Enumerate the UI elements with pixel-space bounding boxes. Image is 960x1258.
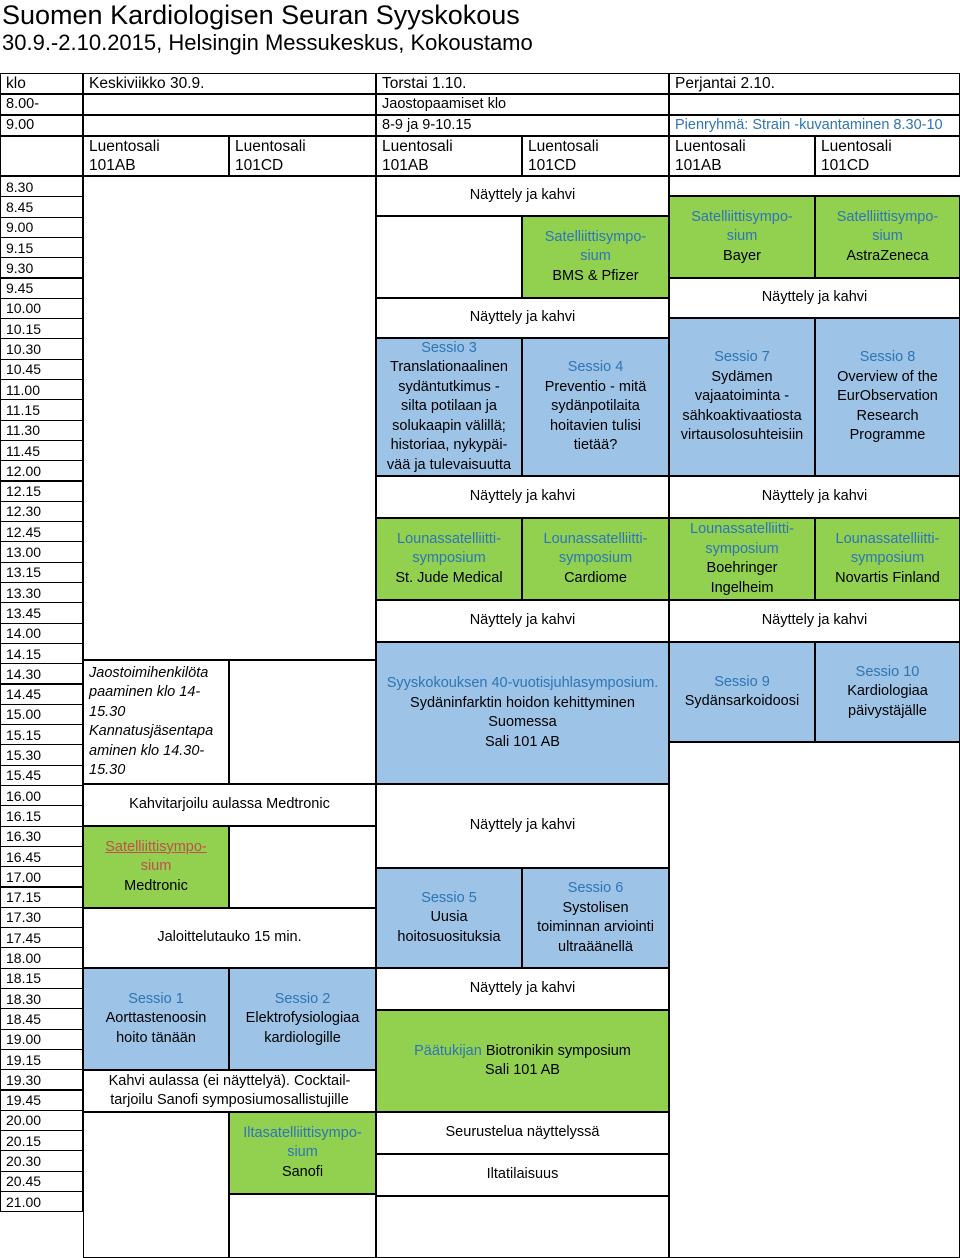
schedule-cell — [669, 196, 815, 278]
schedule-cell — [376, 73, 669, 94]
time-slot: 12.00 — [0, 460, 83, 481]
cell-text-line: Preventio - mitä — [544, 378, 647, 395]
cell-text-line: Päätukijan Biotronikin symposium — [414, 1042, 631, 1059]
cell-text-line: 15.30 — [89, 703, 126, 720]
cell-text-line: tarjoilu Sanofi symposiumosallistujille — [110, 1092, 349, 1108]
time-slot: 11.45 — [0, 440, 83, 461]
schedule-cell — [669, 742, 960, 1258]
schedule-cell — [669, 642, 815, 742]
cell-text-line: Sessio 10 — [855, 663, 920, 680]
cell-text-line: 101AB — [89, 157, 136, 174]
cell-text-line: Näyttely ja kahvi — [761, 488, 868, 505]
time-slot: 17.45 — [0, 927, 83, 948]
time-slot: 16.30 — [0, 826, 83, 847]
cell-text-line: Sessio 4 — [567, 359, 624, 376]
cell-text-line: aminen klo 14.30- — [89, 742, 205, 759]
cell-text-line: 9.00 — [6, 116, 35, 133]
schedule-cell — [669, 278, 960, 318]
cell-text-line: Ingelheim — [710, 579, 774, 596]
time-slot: 15.00 — [0, 704, 83, 725]
cell-text-line: sium — [287, 1144, 318, 1161]
time-slot: 9.30 — [0, 257, 83, 278]
schedule-cell — [815, 318, 960, 476]
schedule-cell — [522, 868, 669, 968]
schedule-cell — [83, 660, 229, 784]
schedule-cell — [83, 136, 229, 176]
cell-text-line: Sydämen — [711, 368, 773, 385]
cell-text-line: Uusia — [430, 909, 468, 926]
cell-text-line: Aorttastenoosin — [105, 1010, 207, 1027]
time-slot: 11.30 — [0, 420, 83, 441]
schedule-cell — [83, 908, 376, 968]
schedule-cell — [376, 338, 522, 476]
schedule-cell — [376, 476, 669, 518]
cell-text-line: Medtronic — [124, 877, 188, 894]
cell-text-line: Kardiologiaa — [847, 683, 928, 700]
schedule-cell — [669, 94, 960, 115]
cell-text-line: Iltasatelliittisympo- — [243, 1124, 362, 1141]
cell-text-line: Bayer — [723, 247, 761, 264]
time-slot: 13.15 — [0, 562, 83, 583]
schedule-cell — [0, 94, 83, 115]
schedule-cell — [0, 115, 83, 136]
schedule-cell — [669, 476, 960, 518]
schedule-cell — [376, 216, 522, 298]
cell-text-line: Luentosali — [382, 138, 453, 155]
schedule-cell — [669, 318, 815, 476]
cell-text-line: Translationaalinen — [390, 359, 508, 376]
time-slot: 15.30 — [0, 744, 83, 765]
schedule-cell — [669, 600, 960, 642]
cell-text-line: 101CD — [235, 157, 284, 174]
cell-text-line: symposium — [705, 540, 779, 557]
cell-text-line: hoito tänään — [116, 1029, 196, 1046]
cell-text-line: Iltatilaisuus — [486, 1166, 559, 1183]
time-slot: 9.45 — [0, 278, 83, 299]
cell-text-line: sydäntutkimus - — [398, 378, 500, 395]
time-slot: 14.45 — [0, 684, 83, 705]
time-slot: 19.30 — [0, 1069, 83, 1090]
cell-text-line: Näyttely ja kahvi — [761, 612, 868, 629]
cell-text-line: Lounassatelliitti- — [835, 530, 940, 547]
cell-text-line: Research — [856, 407, 919, 424]
schedule-cell — [83, 826, 229, 908]
time-slot: 18.00 — [0, 947, 83, 968]
schedule-cell — [376, 298, 669, 338]
cell-text-line: historiaa, nykypäi- — [390, 437, 508, 454]
cell-text-line: vajaatoiminta - — [694, 388, 790, 405]
cell-text-line: Elektrofysiologiaa — [245, 1010, 360, 1027]
time-slot: 20.30 — [0, 1150, 83, 1171]
schedule-cell — [0, 136, 83, 176]
time-slot: 8.30 — [0, 176, 83, 197]
cell-text-line: Systolisen — [562, 899, 629, 916]
time-slot: 12.45 — [0, 521, 83, 542]
time-slot: 12.15 — [0, 481, 83, 502]
time-slot: 18.30 — [0, 988, 83, 1009]
cell-text-line: symposium — [558, 550, 633, 567]
time-slot: 20.45 — [0, 1171, 83, 1192]
cell-text-line: sium — [726, 228, 758, 245]
cell-text-line: Sali 101 AB — [485, 1062, 560, 1078]
cell-text-line: Torstai 1.10. — [382, 75, 467, 92]
time-slot: 19.45 — [0, 1090, 83, 1111]
cell-text-line: Perjantai 2.10. — [675, 75, 775, 92]
cell-text-line: Sessio 2 — [274, 990, 331, 1007]
cell-text-line: kardiologille — [264, 1029, 341, 1046]
time-slot: 9.15 — [0, 237, 83, 258]
schedule-cell — [669, 115, 960, 136]
cell-text-line: Boehringer — [706, 560, 778, 576]
cell-text-line: Luentosali — [235, 138, 306, 155]
time-slot: 10.45 — [0, 359, 83, 380]
time-slot: 20.00 — [0, 1110, 83, 1131]
schedule-cell — [229, 136, 376, 176]
schedule-cell — [815, 136, 960, 176]
time-slot: 16.45 — [0, 846, 83, 867]
schedule-cell — [376, 136, 522, 176]
cell-text-line: 101AB — [382, 157, 429, 174]
cell-text-line: Kahvitarjoilu aulassa Medtronic — [129, 796, 330, 813]
cell-text-line: hoitavien tulisi — [549, 417, 642, 434]
cell-text-line: sähkoaktivaatiosta — [682, 407, 802, 424]
schedule-cell — [83, 94, 376, 115]
time-slot: 12.30 — [0, 501, 83, 522]
time-slot: 20.15 — [0, 1130, 83, 1151]
time-slot: 11.00 — [0, 379, 83, 400]
schedule-cell — [376, 94, 669, 115]
time-slot: 17.00 — [0, 866, 83, 887]
schedule-cell — [0, 73, 83, 94]
schedule-cell — [522, 136, 669, 176]
cell-text-line: 8-9 ja 9-10.15 — [382, 116, 472, 133]
cell-text-line: symposium — [850, 550, 925, 567]
cell-text-line: Sali 101 AB — [485, 733, 560, 750]
cell-text-line: St. Jude Medical — [395, 569, 503, 586]
cell-text-line: Satelliittisympo- — [544, 228, 647, 245]
schedule-cell — [669, 136, 815, 176]
cell-text-line: Suomessa — [488, 714, 557, 730]
cell-text-line: Cardiome — [564, 569, 627, 586]
cell-text-line: Overview of the — [837, 368, 938, 385]
sponsor-prefix: Päätukijan — [414, 1042, 482, 1059]
cell-text-line: hoitosuosituksia — [397, 928, 501, 945]
cell-text-line: toiminnan arviointi — [537, 919, 654, 935]
cell-text-line: Lounassatelliitti- — [543, 530, 648, 547]
cell-text-line: Pienryhmä: Strain -kuvantaminen 8.30-10 — [675, 116, 943, 133]
cell-text-line: Satelliittisympo- — [836, 208, 939, 225]
schedule-cell — [376, 968, 669, 1010]
time-slot: 18.45 — [0, 1008, 83, 1029]
time-slot: 15.15 — [0, 724, 83, 745]
time-slot: 16.00 — [0, 785, 83, 806]
cell-text-line: Syyskokouksen 40-vuotisjuhlasymposium. — [386, 675, 659, 691]
schedule-cell — [229, 660, 376, 784]
cell-text-line: virtausolosuhteisiin — [680, 427, 804, 444]
cell-text-line: Sessio 7 — [714, 349, 770, 366]
time-slot: 10.30 — [0, 338, 83, 359]
time-slot: 13.00 — [0, 541, 83, 562]
schedule-cell — [229, 968, 376, 1070]
schedule-cell — [83, 784, 376, 826]
cell-text-line: sium — [580, 248, 611, 265]
cell-text-line: paaminen klo 14- — [89, 684, 201, 700]
schedule-cell — [376, 176, 669, 216]
cell-text-line: Näyttely ja kahvi — [469, 187, 576, 204]
time-slot: 13.30 — [0, 582, 83, 603]
cell-text-line: Näyttely ja kahvi — [761, 289, 868, 306]
cell-text-line: sium — [872, 228, 903, 245]
cell-text-line: 101CD — [528, 157, 577, 174]
time-slot: 14.00 — [0, 623, 83, 644]
cell-text-line: 101AB — [675, 157, 722, 174]
time-slot: 19.15 — [0, 1049, 83, 1070]
schedule-cell — [815, 642, 960, 742]
schedule-cell — [376, 1154, 669, 1196]
schedule-cell — [669, 518, 815, 600]
cell-text-line: 101CD — [821, 157, 870, 174]
cell-text-line: vää ja tulevaisuutta — [386, 456, 512, 473]
schedule-cell — [522, 216, 669, 298]
cell-text-line: 8.00- — [6, 95, 40, 112]
schedule-cell — [83, 176, 376, 660]
time-slot: 15.45 — [0, 765, 83, 786]
cell-text-line: Jaloittelutauko 15 min. — [157, 929, 302, 946]
time-slot: 19.00 — [0, 1029, 83, 1050]
time-slot: 17.30 — [0, 907, 83, 928]
time-slot: 21.00 — [0, 1191, 83, 1212]
cell-text-line: ultraäänellä — [558, 938, 633, 955]
cell-text-line: Luentosali — [675, 138, 746, 155]
cell-text-line: Sessio 3 — [421, 339, 477, 356]
page-title: Suomen Kardiologisen Seuran Syyskokous — [2, 0, 520, 30]
schedule-cell — [376, 600, 669, 642]
cell-text-line: AstraZeneca — [846, 247, 929, 264]
cell-text-line: sium — [140, 858, 172, 875]
schedule-cell — [376, 642, 669, 784]
cell-text-line: Näyttely ja kahvi — [469, 980, 576, 997]
cell-text-line: Sydäninfarktin hoidon kehittyminen — [410, 694, 635, 711]
cell-text-line: Sydänsarkoidoosi — [684, 693, 800, 709]
schedule-cell — [83, 1112, 229, 1258]
cell-text-line: Jaostoimihenkilöta — [89, 664, 209, 681]
time-slot: 16.15 — [0, 805, 83, 826]
schedule-cell — [669, 73, 960, 94]
schedule-cell — [522, 338, 669, 476]
schedule-cell — [376, 868, 522, 968]
schedule-cell — [229, 1112, 376, 1194]
cell-text-line: Seurustelua näyttelyssä — [445, 1124, 600, 1141]
cell-text-line: Näyttely ja kahvi — [469, 488, 576, 505]
cell-text-line: sydänpotilaita — [551, 398, 640, 415]
schedule-cell — [815, 518, 960, 600]
time-slot: 10.15 — [0, 318, 83, 339]
schedule-cell — [376, 518, 522, 600]
schedule-cell — [376, 1112, 669, 1154]
cell-text-line: Näyttely ja kahvi — [469, 309, 576, 326]
cell-text-line: Sessio 5 — [421, 889, 477, 906]
time-slot: 9.00 — [0, 217, 83, 238]
cell-text-line: Luentosali — [89, 138, 160, 155]
time-slot: 14.15 — [0, 643, 83, 664]
schedule-cell — [83, 1070, 376, 1112]
cell-text-line: Lounassatelliitti- — [397, 530, 501, 547]
cell-text-line: Kannatusjäsentapa — [89, 723, 214, 739]
cell-text-line: EurObservation — [837, 388, 938, 405]
time-slot: 13.45 — [0, 602, 83, 623]
cell-text-line: Sessio 8 — [859, 349, 916, 366]
schedule-cell — [815, 196, 960, 278]
schedule-cell — [83, 968, 229, 1070]
cell-text-line: Keskiviikko 30.9. — [89, 75, 205, 92]
cell-text-line: Luentosali — [528, 138, 599, 155]
cell-text-line: Programme — [849, 427, 926, 444]
time-slot: 11.15 — [0, 399, 83, 420]
cell-text-line: solukaapin välillä; — [392, 417, 506, 434]
time-slot: 8.45 — [0, 196, 83, 217]
cell-text-line: Satelliittisympo- — [105, 838, 207, 855]
page-subtitle: 30.9.-2.10.2015, Helsingin Messukeskus, Kokoustamo — [2, 30, 533, 55]
cell-text-line: tietää? — [573, 437, 618, 454]
cell-text-line: BMS & Pfizer — [552, 267, 639, 284]
time-slot: 18.15 — [0, 968, 83, 989]
time-slot: 14.30 — [0, 663, 83, 684]
cell-text-line: Näyttely ja kahvi — [469, 612, 576, 629]
time-slot: 17.15 — [0, 887, 83, 908]
cell-text-line: päivystäjälle — [848, 702, 927, 719]
schedule-cell — [83, 73, 376, 94]
schedule-cell — [376, 115, 669, 136]
schedule-cell — [376, 784, 669, 868]
time-slot: 10.00 — [0, 298, 83, 319]
cell-text-line: Luentosali — [821, 138, 892, 155]
cell-text-line: Kahvi aulassa (ei näyttelyä). Cocktail- — [108, 1072, 351, 1089]
cell-text-line: klo — [6, 75, 26, 92]
schedule-cell — [522, 518, 669, 600]
cell-text-line: Sessio 1 — [128, 990, 184, 1007]
cell-text-line: Sessio 9 — [714, 673, 770, 690]
schedule-cell — [229, 1194, 376, 1258]
schedule-cell — [376, 1010, 669, 1112]
schedule-cell — [83, 115, 376, 136]
cell-text-line: Satelliittisympo- — [691, 208, 793, 225]
cell-text-line: 15.30 — [89, 762, 126, 778]
cell-text-line: Sessio 6 — [567, 880, 624, 896]
schedule-cell — [229, 826, 376, 908]
cell-text-line: Novartis Finland — [835, 569, 940, 586]
schedule-cell — [376, 1196, 669, 1258]
cell-text-line: Lounassatelliitti- — [690, 521, 794, 537]
cell-text-line: Jaostopaamiset klo — [382, 95, 507, 112]
cell-text-line: Näyttely ja kahvi — [469, 817, 576, 834]
cell-text-line: symposium — [412, 550, 486, 567]
cell-text-line: silta potilaan ja — [401, 398, 497, 415]
cell-text-line: Sanofi — [281, 1163, 324, 1180]
schedule-cell — [669, 176, 960, 196]
